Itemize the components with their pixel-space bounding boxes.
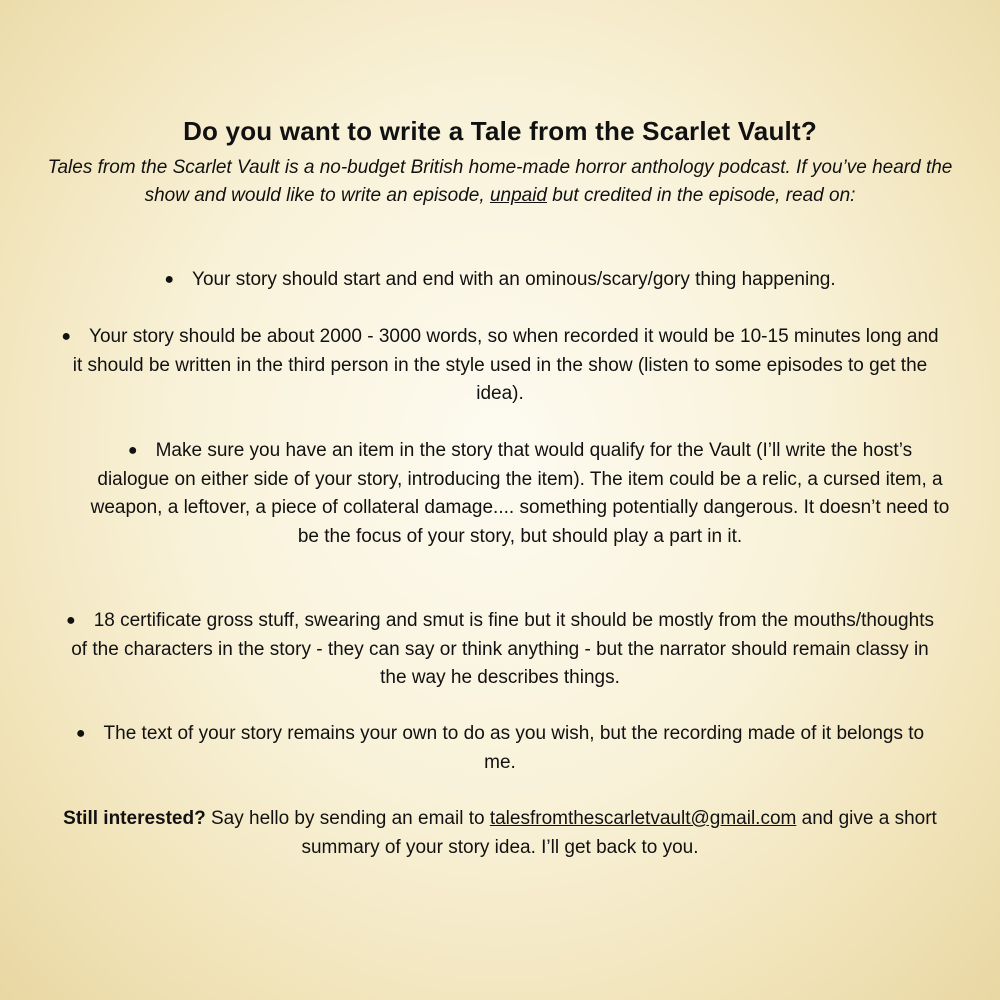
guideline-text: Make sure you have an item in the story that would qualify for the Vault (I’ll write the host’s dialogue on either side of your story, introducing the item). The item could be a relic, a cursed item, a weapon, a leftover, a piece of collateral damage.... something potentially dangerous. It doesn’t need to be the focus of your story, but should play a part in it. [90, 440, 950, 547]
guideline-text: 18 certificate gross stuff, swearing and smut is fine but it should be mostly from the mouths/thoughts of the characters in the story - they can say or think anything - but the narrator should remain classy in the way he describes things. [71, 610, 934, 688]
bullet-icon: ● [127, 442, 138, 459]
bullet-icon: ● [75, 725, 86, 742]
page-title: Do you want to write a Tale from the Scarlet Vault? [183, 116, 817, 146]
closing-lead: Still interested? [63, 808, 206, 829]
intro-text-start: Tales from the Scarlet Vault is a no-budget British home-made horror anthology podcast. If you’ve heard the show and would like to write an episode, [47, 157, 953, 206]
bullet-icon: ● [164, 271, 175, 288]
guideline-item-content-rating [60, 607, 940, 693]
guideline-item-ownership [60, 720, 940, 777]
intro-unpaid-underlined: unpaid [489, 185, 547, 206]
guideline-item-vault-item [90, 437, 950, 551]
guideline-text: Your story should start and end with an ominous/scary/gory thing happening. [192, 269, 836, 290]
guideline-item-length [60, 323, 940, 409]
closing-text-end: and give a short summary of your story idea. I’ll get back to you. [301, 808, 937, 858]
intro-paragraph [30, 154, 970, 210]
guideline-item-start-end [60, 266, 940, 295]
email-link[interactable]: talesfromthescarletvault@gmail.com [489, 808, 797, 829]
bullet-icon: ● [66, 612, 76, 629]
closing-text-start: Say hello by sending an email to [205, 808, 490, 829]
guideline-text: Your story should be about 2000 - 3000 words, so when recorded it would be 10-15 minutes long and it should be written in the third person in the style used in the show (listen to some episodes to get the idea). [72, 326, 939, 404]
bullet-icon: ● [61, 328, 72, 345]
intro-text-end: but credited in the episode, read on: [547, 185, 856, 206]
guideline-text: The text of your story remains your own to do as you wish, but the recording made of it belongs to me. [103, 723, 925, 773]
closing-paragraph [30, 805, 970, 862]
